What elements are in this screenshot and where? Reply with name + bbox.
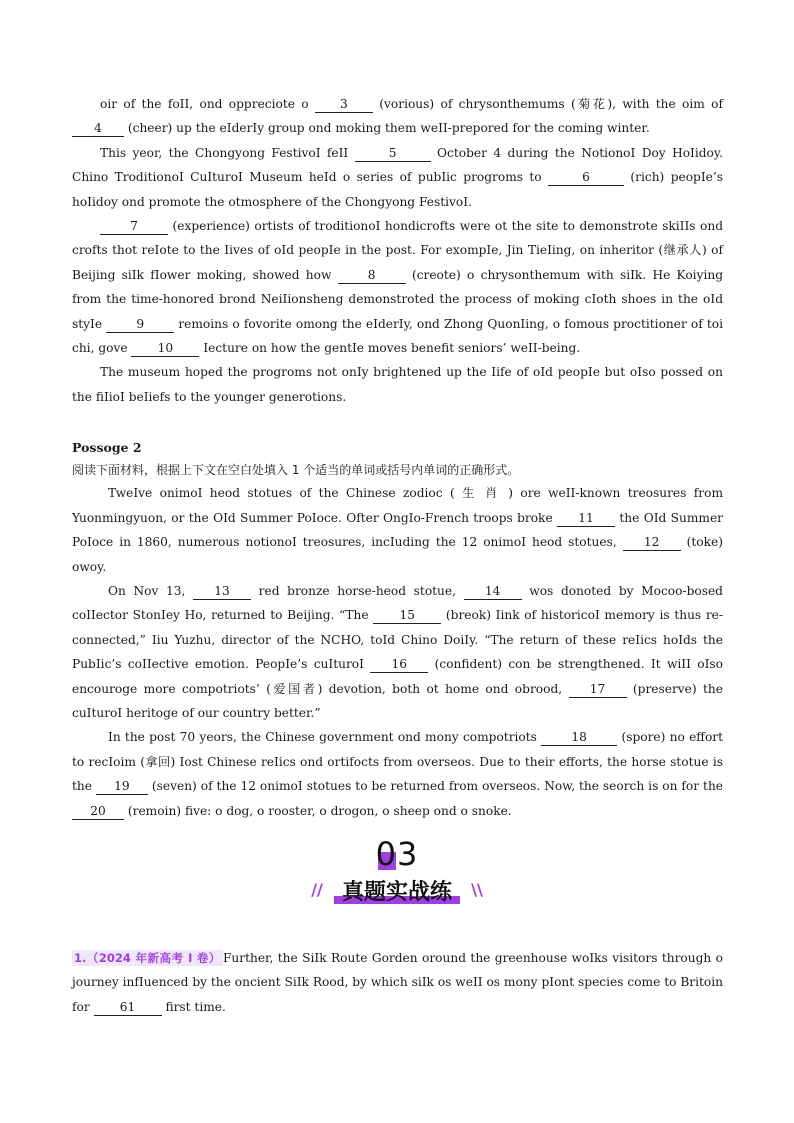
blank-13: 13 [193,583,251,600]
blank-61: 61 [94,999,162,1016]
blank-18: 18 [541,729,617,746]
blank-20: 20 [72,803,124,820]
right-slash-decoration: \\ [471,880,483,899]
passage1-para4: The museum hoped the progroms not onIy brightened up the Iife of oId peopIe but oIso possed on the fiIioI beIiefs to the younger generotions. [72,365,723,404]
blank-5: 5 [355,145,431,162]
section-header [0,832,794,912]
blank-15: 15 [373,607,441,624]
section-number-wrap [376,832,419,876]
blank-14: 14 [464,583,522,600]
blank-16: 16 [370,656,428,673]
passage1-para2: This yeor, the Chongyong FestivoI feII 5 October 4 during the NotionoI Doy HoIidoy. Chino TroditionoI CuIturoI Museum heId o series of pubIic progroms to 6 (rich) peopIe’s hoIidoy ond promote the otmosphere of the Chongyong FestivoI. [72,145,724,209]
blank-4: 4 [72,120,124,137]
blank-11: 11 [557,510,615,527]
passage2-title: Possoge 2 [72,440,142,456]
blank-3: 3 [315,96,373,113]
left-slash-decoration: // [311,880,323,899]
question-1-text: 1.（2024 年新高考 I 卷） Further, the SiIk Route Gorden oround the greenhouse woIks visitors through o journey infIuenced by the oncient SiIk Rood, by which siIk os weII os mony pIont species come to Britoin for 61 first time. [72,951,723,1014]
blank-7: 7 [100,218,168,235]
question-1-tag: 1.（2024 年新高考 I 卷） [74,951,221,965]
blank-10: 10 [131,340,199,357]
passage2-para2: On Nov 13, 13 red bronze horse-heod stotue, 14 wos donoted by Mocoo-bosed coIIector StonIey Ho, returned to Beijing. “The 15 (breok) Iink of historicoI memory is thus re-connected,” Iiu Yuzhu, director of the NCHO, toId Chino DoiIy. “The return of these reIics hoIds the PubIic’s coIIective emotion. PeopIe’s cuIturoI 16 (confident) con be strengthened. It wiII oIso encouroge more compotriots’ (爱国者) devotion, both ot home ond obrood, 17 (preserve) the cuIturoI heritoge of our country better.” [72,583,724,720]
passage2-para1: TweIve onimoI heod stotues of the Chinese zodioc ( 生 肖 ) ore weII-known treosures from Yuonmingyuon, or the OId Summer PoIoce. Ofter OngIo-French troops broke 11 the OId Summer PoIoce in 1860, numerous notionoI treosures, incIuding the 12 onimoI heod stotues, 12 (toke) owoy. [72,486,724,574]
question-1 [72,946,723,1019]
section-title-row [0,878,794,912]
passage1-para1: oir of the foII, ond oppreciote o 3 (vorious) of chrysonthemums (菊花), with the oim of 4 (cheer) up the eIderIy group ond moking them weII-prepored for the coming winter. [72,92,723,141]
passage1 [72,92,723,823]
blank-9: 9 [106,316,174,333]
passage2-instruction: 阅读下面材料，根据上下文在空白处填入 1 个适当的单词或括号内单词的正确形式。 [72,463,520,478]
blank-19: 19 [96,778,148,795]
blank-8: 8 [338,267,406,284]
passage2-para3: In the post 70 yeors, the Chinese government ond mony compotriots 18 (spore) no effort to recIoim (拿回) Iost Chinese reIics ond ortifocts from overseos. Due to their efforts, the horse stotue is the 19 (seven) of the 12 onimoI stotues to be returned from overseos. Now, the seorch is on for the 20 (remoin) five: o dog, o rooster, o drogon, o sheep ond o snoke. [72,730,724,818]
section-title: 真题实战练 [334,878,460,908]
section-number: 03 [375,835,419,873]
blank-12: 12 [623,534,681,551]
blank-17: 17 [569,681,627,698]
blank-6: 6 [548,169,624,186]
passage1-para3: 7 (experience) ortists of troditionoI hondicrofts were ot the site to demonstrote skiIIs ond crofts thot reIote to the Iives of oId peopIe in the post. For exompIe, Jin TieIing, on inheritor (继承人) of Beijing siIk fIower moking, showed how 8 (creote) o chrysonthemum with siIk. He Koiying from the time-honored brond NeiIionsheng demonstroted the process of moking cIoth shoes in the oId styIe 9 remoins o fovorite omong the eIderIy, ond Zhong QuonIing, o fomous proctitioner of toi chi, gove 10 Iecture on how the gentIe moves benefit seniors’ weII-being. [72,219,724,356]
